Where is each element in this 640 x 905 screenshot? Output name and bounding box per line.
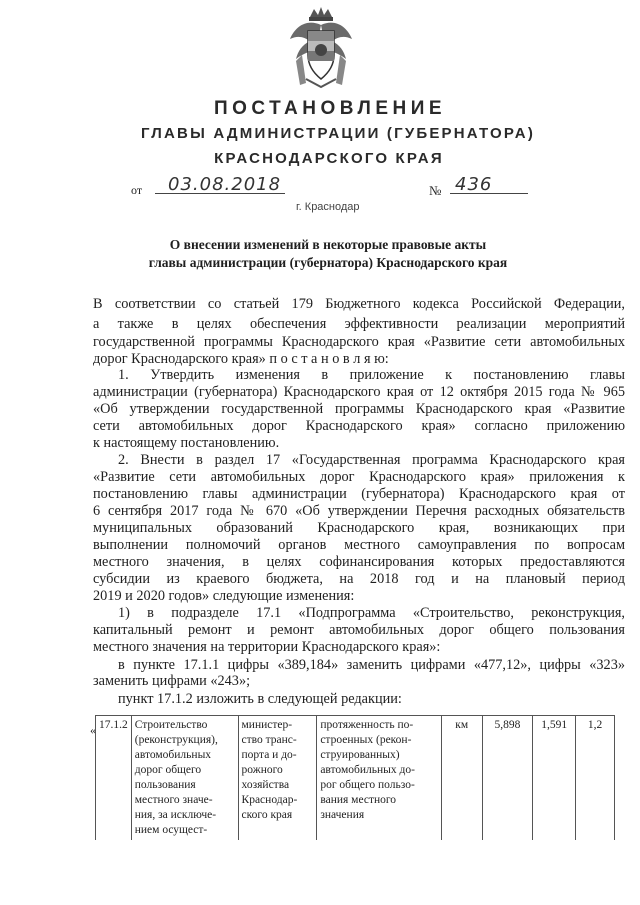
table-cell-line: пользования <box>134 779 196 791</box>
table-cell-line: значения <box>320 809 365 821</box>
body-line: пункт 17.1.2 изложить в следующей редакции: <box>118 691 402 707</box>
table-cell-line: хозяйства <box>241 779 290 791</box>
table-cell-line: Строительство <box>134 719 208 731</box>
table-cell-line: вания местного <box>320 794 397 806</box>
table-cell-value-1: 5,898 <box>482 716 533 841</box>
table-cell-line: ния, за исключе- <box>134 809 217 821</box>
table-cell-number: 17.1.2 <box>96 716 132 841</box>
table-cell-line: строенных (рекон- <box>320 734 412 746</box>
issuer-title: ГЛАВЫ АДМИНИСТРАЦИИ (ГУБЕРНАТОРА) <box>140 125 536 142</box>
body-line: к настоящему постановлению. <box>93 435 280 451</box>
krasnodar-coat-of-arms-emblem <box>288 5 354 89</box>
body-line: капитальный ремонт и ремонт автомобильных дорог общего пользования <box>93 622 625 638</box>
body-line: выполнении полномочий органов местного самоуправления по вопросам <box>93 537 625 553</box>
table-cell-line: местного значе- <box>134 794 213 806</box>
body-line: «Об утверждении государственной программы Краснодарского края «Развитие <box>93 401 625 417</box>
table-cell-line: министер- <box>241 719 293 731</box>
body-line: сети автомобильных дорог Краснодарского края» согласно приложению <box>93 418 625 434</box>
table-cell-description <box>131 716 238 841</box>
table-cell-line: автомобильных до- <box>320 764 415 776</box>
table-cell-indicator <box>317 716 442 841</box>
body-line: 6 сентября 2017 года № 670 «Об утверждении Перечня расходных обязательств <box>93 503 625 519</box>
table-cell-value-2: 1,591 <box>533 716 576 841</box>
subject-line-1: О внесении изменений в некоторые правовые акты <box>169 237 487 252</box>
body-line: государственной программы Краснодарского края «Развитие сети автомобильных <box>93 334 625 350</box>
body-line: постановлению главы администрации (губернатора) Краснодарского края от <box>93 486 625 502</box>
body-line: 1. Утвердить изменения в приложение к постановлению главы <box>118 367 625 383</box>
number-value: 436 <box>455 174 493 195</box>
body-line: 2. Внести в раздел 17 «Государственная программа Краснодарского края <box>118 452 625 468</box>
body-line: «Развитие сети автомобильных дорог Краснодарского края» приложения к <box>93 469 625 485</box>
open-quote: « <box>90 723 96 737</box>
table-cell-unit: км <box>441 716 482 841</box>
table-cell-responsible <box>238 716 317 841</box>
body-line: администрации (губернатора) Краснодарского края от 12 октября 2015 года № 965 <box>93 384 625 400</box>
body-line: 2019 и 2020 годов» следующие изменения: <box>93 588 355 604</box>
table-cell-line: (реконструкция), <box>134 734 218 746</box>
table-cell-line: нием осущест- <box>134 824 208 836</box>
subject-line-2: главы администрации (губернатора) Краснодарского края <box>148 255 508 270</box>
body-line: 1) в подразделе 17.1 «Подпрограмма «Строительство, реконструкция, <box>118 605 625 621</box>
table-row <box>96 716 615 841</box>
region-title: КРАСНОДАРСКОГО КРАЯ <box>214 150 444 167</box>
table-cell-line: струированных) <box>320 749 400 761</box>
table-cell-line: порта и до- <box>241 749 297 761</box>
body-line: а также в целях обеспечения эффективности реализации мероприятий <box>93 316 625 332</box>
table-cell-line: рог общего пользо- <box>320 779 415 791</box>
program-table <box>95 715 615 840</box>
date-label: от <box>131 183 143 197</box>
body-line: в пункте 17.1.1 цифры «389,184» заменить цифрами «477,12», цифры «323» <box>118 657 625 673</box>
city-label: г. Краснодар <box>296 201 360 213</box>
table-cell-value-3: 1,2 <box>576 716 615 841</box>
body-line: субсидии из краевого бюджета, на 2018 год и на плановый период <box>93 571 625 587</box>
table-cell-line: рожного <box>241 764 283 776</box>
body-line: местного значения, в целях софинансирования которых предоставляются <box>93 554 625 570</box>
date-underline <box>155 193 285 194</box>
body-line: заменить цифрами «243»; <box>93 673 251 689</box>
document-type-title: ПОСТАНОВЛЕНИЕ <box>213 98 447 119</box>
table-cell-line: протяженность по- <box>320 719 414 731</box>
body-line: В соответствии со статьей 179 Бюджетного кодекса Российской Федерации, <box>93 296 625 312</box>
body-line: местного значения на территории Краснодарского края»: <box>93 639 441 655</box>
table-cell-line: Краснодар- <box>241 794 298 806</box>
date-value: 03.08.2018 <box>168 174 282 195</box>
table-cell-line: ского края <box>241 809 293 821</box>
table-cell-line: дорог общего <box>134 764 202 776</box>
body-line: дорог Краснодарского края» п о с т а н о в л я ю: <box>93 351 389 367</box>
body-line: муниципальных образований Краснодарского края, возникающих при <box>93 520 625 536</box>
number-underline <box>450 193 528 194</box>
table-cell-line: ство транс- <box>241 734 297 746</box>
number-label: № <box>429 183 442 198</box>
table-cell-line: автомобильных <box>134 749 212 761</box>
